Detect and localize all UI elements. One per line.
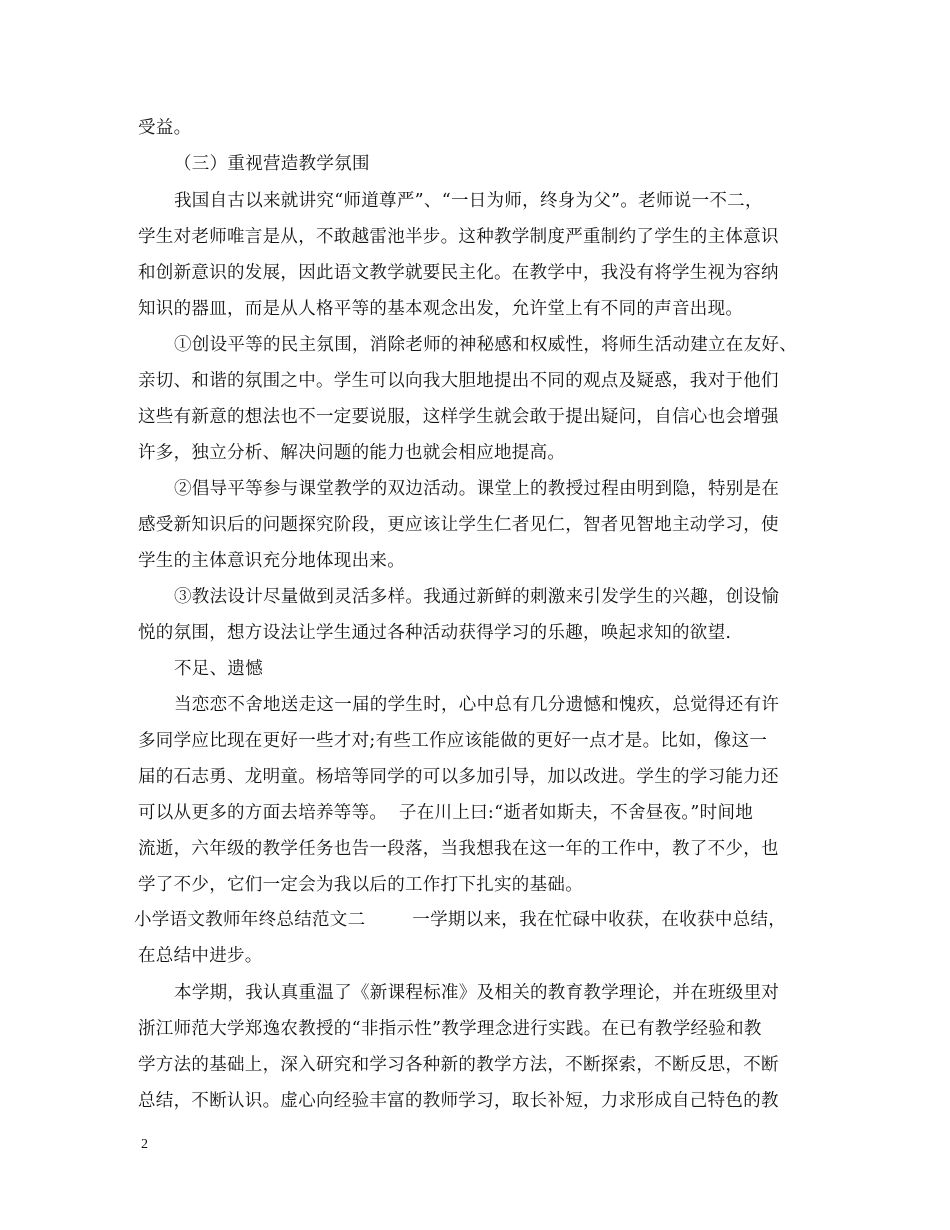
text-line: 届的石志勇、龙明童。杨培等同学的可以多加引导，加以改进。学生的学习能力还 xyxy=(138,767,779,787)
text-line: 流逝，六年级的教学任务也告一段落，当我想我在这一年的工作中，教了不少，也 xyxy=(138,839,779,859)
text-line: 我国自古以来就讲究“师道尊严”、“一日为师，终身为父”。老师说一不二， xyxy=(174,191,763,211)
page-number: 2 xyxy=(141,1137,148,1152)
text-line: 学方法的基础上，深入研究和学习各种新的教学方法，不断探索，不断反思，不断 xyxy=(138,1055,779,1075)
text-line: ①创设平等的民主氛围，消除老师的神秘感和权威性，将师生活动建立在友好、 xyxy=(174,335,797,355)
text-line: 和创新意识的发展，因此语文教学就要民主化。在教学中，我没有将学生视为容纳 xyxy=(138,263,779,283)
text-line: 本学期，我认真重温了《新课程标准》及相关的教育教学理论，并在班级里对 xyxy=(174,983,780,1003)
text-line: 受益。 xyxy=(138,118,192,138)
text-line: 浙江师范大学郑逸农教授的“非指示性”教学理念进行实践。在已有教学经验和教 xyxy=(138,1019,762,1039)
document-title-line: 小学语文教师年终总结范文二 一学期以来，我在忙碌中收获，在收获中总结， xyxy=(134,910,787,930)
text-line: ②倡导平等参与课堂教学的双边活动。课堂上的教授过程由明到隐，特别是在 xyxy=(174,479,780,499)
text-line: 总结，不断认识。虚心向经验丰富的教师学习，取长补短，力求形成自己特色的教 xyxy=(138,1091,779,1111)
text-line: 在总结中进步。 xyxy=(138,946,263,966)
text-line: 这些有新意的想法也不一定要说服，这样学生就会敢于提出疑问，自信心也会增强 xyxy=(138,407,779,427)
text-line: 学生的主体意识充分地体现出来。 xyxy=(138,551,405,571)
text-line: 学生对老师唯言是从，不敢越雷池半步。这种教学制度严重制约了学生的主体意识 xyxy=(138,227,779,247)
text-line: 亲切、和谐的氛围之中。学生可以向我大胆地提出不同的观点及疑惑，我对于他们 xyxy=(138,371,779,391)
text-line: 许多，独立分析、解决问题的能力也就会相应地提高。 xyxy=(138,443,566,463)
text-line: 学了不少，它们一定会为我以后的工作打下扎实的基础。 xyxy=(138,875,583,895)
text-line: 悦的氛围，想方设法让学生通过各种活动获得学习的乐趣，唤起求知的欲望. xyxy=(138,623,732,643)
section-heading: 不足、遗憾 xyxy=(174,659,263,679)
text-line: 多同学应比现在更好一些才对;有些工作应该能做的更好一点才是。比如，像这一 xyxy=(138,731,768,751)
text-line: ③教法设计尽量做到灵活多样。我通过新鲜的刺激来引发学生的兴趣，创设愉 xyxy=(174,587,780,607)
section-heading: （三）重视营造教学氛围 xyxy=(174,154,370,174)
text-line: 知识的器皿，而是从人格平等的基本观念出发，允许堂上有不同的声音出现。 xyxy=(138,299,744,319)
text-line: 感受新知识后的问题探究阶段，更应该让学生仁者见仁，智者见智地主动学习，使 xyxy=(138,515,779,535)
text-line: 可以从更多的方面去培养等等。 子在川上曰:“逝者如斯夫，不舍昼夜。”时间地 xyxy=(138,803,754,823)
text-line: 当恋恋不舍地送走这一届的学生时，心中总有几分遗憾和愧疚，总觉得还有许 xyxy=(174,695,780,715)
